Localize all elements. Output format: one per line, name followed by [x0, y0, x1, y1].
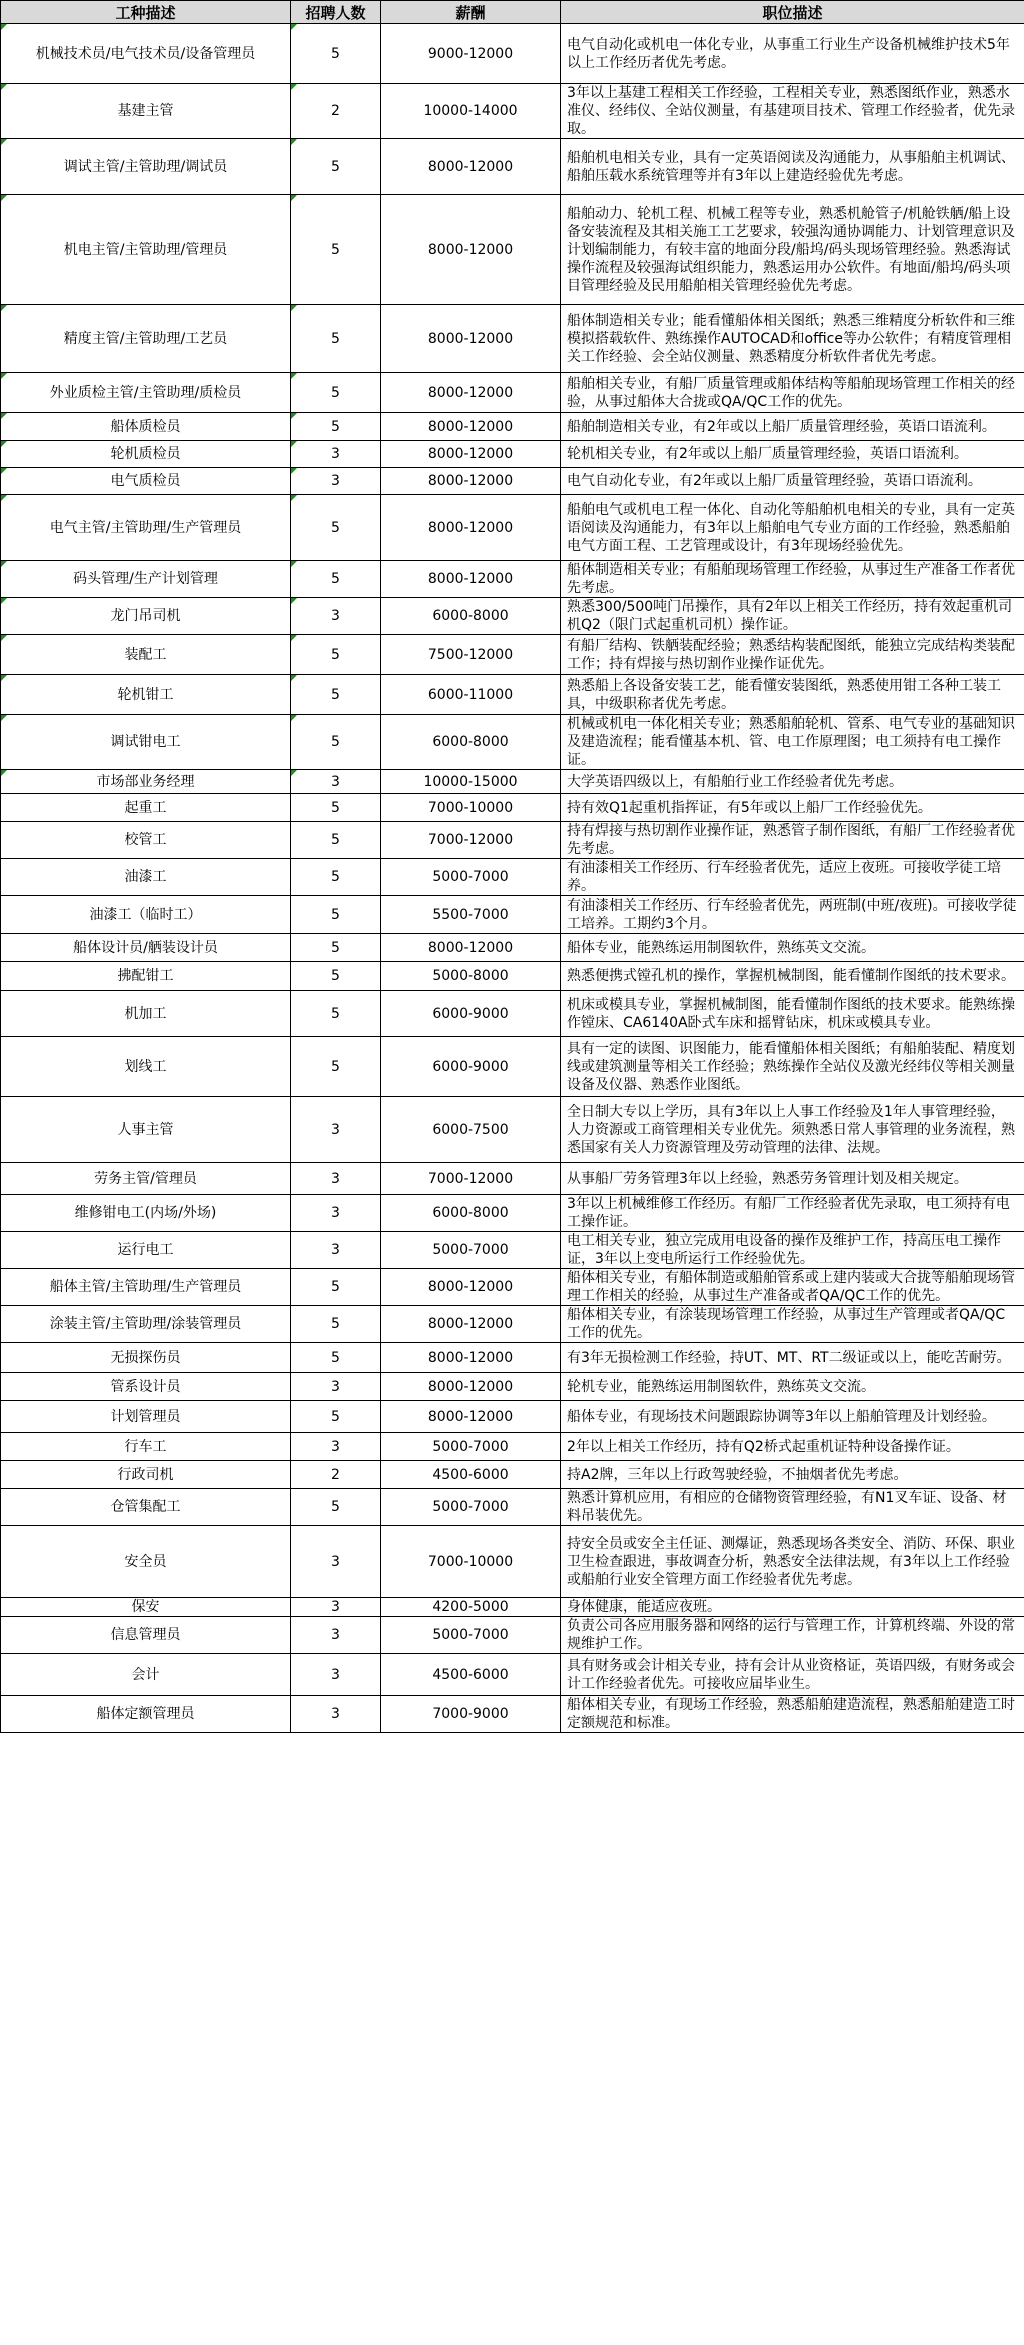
cell-count: 3 [291, 1526, 381, 1598]
cell-salary: 6000-9000 [381, 991, 561, 1037]
cell-desc: 持有效Q1起重机指挥证，有5年或以上船厂工作经验优先。 [561, 794, 1024, 822]
cell-title: 电气质检员 [1, 468, 291, 495]
cell-title: 拂配钳工 [1, 962, 291, 991]
cell-count: 5 [291, 635, 381, 675]
cell-salary: 9000-12000 [381, 24, 561, 84]
cell-desc: 船体专业，有现场技术问题跟踪协调等3年以上船舶管理及计划经验。 [561, 1401, 1024, 1433]
table-row [1, 84, 1024, 139]
cell-desc: 全日制大专以上学历，具有3年以上人事工作经验及1年人事管理经验，人力资源或工商管理相关专业优先。须熟悉日常人事管理的业务流程，熟悉国家有关人力资源管理及劳动管理的法律、法规。 [561, 1097, 1024, 1163]
table-row [1, 305, 1024, 373]
cell-salary: 8000-12000 [381, 1269, 561, 1306]
cell-salary: 8000-12000 [381, 934, 561, 962]
cell-salary: 5000-7000 [381, 1433, 561, 1461]
table-row [1, 1654, 1024, 1696]
table-row [1, 1163, 1024, 1195]
cell-count: 3 [291, 1654, 381, 1696]
table-row [1, 1037, 1024, 1097]
cell-desc: 机床或模具专业，掌握机械制图，能看懂制作图纸的技术要求。能熟练操作镗床、CA6140A卧式车床和摇臂钻床，机床或模具专业。 [561, 991, 1024, 1037]
cell-salary: 8000-12000 [381, 413, 561, 441]
cell-desc: 身体健康，能适应夜班。 [561, 1598, 1024, 1617]
cell-desc: 船体制造相关专业；能看懂船体相关图纸；熟悉三维精度分析软件和三维模拟搭载软件、熟练操作AUTOCAD和office等办公软件；有精度管理相关工作经验、会全站仪测量、熟悉精度分析软件者优先考虑。 [561, 305, 1024, 373]
header-count: 招聘人数 [291, 1, 381, 24]
cell-count: 5 [291, 1037, 381, 1097]
table-row [1, 139, 1024, 195]
cell-desc: 从事船厂劳务管理3年以上经验，熟悉劳务管理计划及相关规定。 [561, 1163, 1024, 1195]
header-salary: 薪酬 [381, 1, 561, 24]
table-row [1, 1617, 1024, 1654]
cell-salary: 6000-8000 [381, 598, 561, 635]
cell-title: 船体质检员 [1, 413, 291, 441]
cell-title: 起重工 [1, 794, 291, 822]
cell-title: 油漆工 [1, 859, 291, 896]
table-row [1, 770, 1024, 794]
cell-count: 5 [291, 859, 381, 896]
table-row [1, 24, 1024, 84]
cell-salary: 8000-12000 [381, 1373, 561, 1401]
table-row [1, 468, 1024, 495]
table-row [1, 1461, 1024, 1489]
cell-salary: 5000-7000 [381, 1617, 561, 1654]
cell-title: 龙门吊司机 [1, 598, 291, 635]
cell-count: 5 [291, 822, 381, 859]
cell-count: 5 [291, 794, 381, 822]
cell-title: 调试主管/主管助理/调试员 [1, 139, 291, 195]
cell-desc: 大学英语四级以上，有船舶行业工作经验者优先考虑。 [561, 770, 1024, 794]
cell-count: 5 [291, 675, 381, 715]
cell-count: 3 [291, 1696, 381, 1733]
cell-title: 精度主管/主管助理/工艺员 [1, 305, 291, 373]
cell-salary: 4500-6000 [381, 1461, 561, 1489]
cell-salary: 8000-12000 [381, 1401, 561, 1433]
table-row [1, 896, 1024, 934]
cell-salary: 10000-14000 [381, 84, 561, 139]
table-row [1, 1598, 1024, 1617]
cell-count: 5 [291, 1489, 381, 1526]
cell-desc: 熟悉船上各设备安装工艺，能看懂安装图纸，熟悉使用钳工各种工装工具，中级职称者优先考虑。 [561, 675, 1024, 715]
cell-title: 轮机质检员 [1, 441, 291, 468]
cell-count: 3 [291, 1232, 381, 1269]
cell-title: 仓管集配工 [1, 1489, 291, 1526]
cell-desc: 具有财务或会计相关专业，持有会计从业资格证，英语四级，有财务或会计工作经验者优先。可接收应届毕业生。 [561, 1654, 1024, 1696]
cell-salary: 7500-12000 [381, 635, 561, 675]
cell-salary: 5000-7000 [381, 1232, 561, 1269]
table-row [1, 635, 1024, 675]
cell-salary: 8000-12000 [381, 441, 561, 468]
cell-title: 涂装主管/主管助理/涂装管理员 [1, 1306, 291, 1343]
cell-count: 3 [291, 1433, 381, 1461]
cell-count: 3 [291, 1373, 381, 1401]
table-row [1, 1526, 1024, 1598]
cell-salary: 8000-12000 [381, 139, 561, 195]
cell-salary: 6000-11000 [381, 675, 561, 715]
cell-desc: 船体相关专业，有现场工作经验，熟悉船舶建造流程，熟悉船舶建造工时定额规范和标准。 [561, 1696, 1024, 1733]
cell-title: 机械技术员/电气技术员/设备管理员 [1, 24, 291, 84]
cell-title: 船体主管/主管助理/生产管理员 [1, 1269, 291, 1306]
cell-salary: 7000-10000 [381, 794, 561, 822]
cell-title: 校管工 [1, 822, 291, 859]
cell-desc: 3年以上基建工程相关工作经验，工程相关专业，熟悉图纸作业，熟悉水准仪、经纬仪、全站仪测量，有基建项目技术、管理工作经验者，优先录取。 [561, 84, 1024, 139]
cell-salary: 5000-7000 [381, 1489, 561, 1526]
cell-desc: 船舶制造相关专业，有2年或以上船厂质量管理经验，英语口语流利。 [561, 413, 1024, 441]
table-row [1, 1373, 1024, 1401]
cell-desc: 船体相关专业，有涂装现场管理工作经验，从事过生产管理或者QA/QC工作的优先。 [561, 1306, 1024, 1343]
table-row [1, 794, 1024, 822]
cell-count: 3 [291, 1598, 381, 1617]
cell-count: 3 [291, 1195, 381, 1232]
cell-title: 码头管理/生产计划管理 [1, 561, 291, 598]
table-row [1, 1195, 1024, 1232]
cell-salary: 5000-8000 [381, 962, 561, 991]
cell-count: 5 [291, 139, 381, 195]
table-row [1, 195, 1024, 305]
cell-desc: 电气自动化或机电一体化专业，从事重工行业生产设备机械维护技术5年以上工作经历者优先考虑。 [561, 24, 1024, 84]
header-row [1, 1, 1024, 24]
cell-desc: 有油漆相关工作经历、行车经验者优先，适应上夜班。可接收学徒工培养。 [561, 859, 1024, 896]
cell-title: 运行电工 [1, 1232, 291, 1269]
table-row [1, 859, 1024, 896]
cell-desc: 机械或机电一体化相关专业；熟悉船舶轮机、管系、电气专业的基础知识及建造流程；能看懂基本机、管、电工作原理图；电工须持有电工操作证。 [561, 715, 1024, 770]
cell-desc: 船体制造相关专业；有船舶现场管理工作经验，从事过生产准备工作者优先考虑。 [561, 561, 1024, 598]
cell-desc: 有3年无损检测工作经验，持UT、MT、RT二级证或以上，能吃苦耐劳。 [561, 1343, 1024, 1373]
cell-count: 5 [291, 561, 381, 598]
table-row [1, 991, 1024, 1037]
table-row [1, 934, 1024, 962]
cell-title: 保安 [1, 1598, 291, 1617]
cell-count: 5 [291, 1269, 381, 1306]
cell-desc: 熟悉计算机应用，有相应的仓储物资管理经验，有N1叉车证、设备、材料吊装优先。 [561, 1489, 1024, 1526]
cell-count: 3 [291, 441, 381, 468]
table-row [1, 715, 1024, 770]
table-row [1, 1269, 1024, 1306]
cell-title: 电气主管/主管助理/生产管理员 [1, 495, 291, 561]
cell-count: 5 [291, 373, 381, 413]
cell-salary: 6000-9000 [381, 1037, 561, 1097]
cell-title: 行车工 [1, 1433, 291, 1461]
table-row [1, 1696, 1024, 1733]
cell-title: 船体定额管理员 [1, 1696, 291, 1733]
cell-salary: 7000-12000 [381, 1163, 561, 1195]
cell-count: 3 [291, 1617, 381, 1654]
table-row [1, 1097, 1024, 1163]
cell-count: 5 [291, 715, 381, 770]
cell-count: 5 [291, 934, 381, 962]
cell-salary: 8000-12000 [381, 373, 561, 413]
table-row [1, 373, 1024, 413]
cell-desc: 持有焊接与热切割作业操作证，熟悉管子制作图纸，有船厂工作经验者优先考虑。 [561, 822, 1024, 859]
table-row [1, 1232, 1024, 1269]
cell-salary: 8000-12000 [381, 305, 561, 373]
cell-count: 3 [291, 1163, 381, 1195]
cell-desc: 船舶电气或机电工程一体化、自动化等船舶机电相关的专业，具有一定英语阅读及沟通能力，有3年以上船舶电气专业方面的工作经验，熟悉船舶电气方面工程、工艺管理或设计，有3年现场经验优先。 [561, 495, 1024, 561]
cell-title: 信息管理员 [1, 1617, 291, 1654]
cell-desc: 电气自动化专业，有2年或以上船厂质量管理经验，英语口语流利。 [561, 468, 1024, 495]
cell-desc: 3年以上机械维修工作经历。有船厂工作经验者优先录取，电工须持有电工操作证。 [561, 1195, 1024, 1232]
cell-salary: 6000-8000 [381, 1195, 561, 1232]
table-row [1, 441, 1024, 468]
cell-desc: 持A2牌，三年以上行政驾驶经验，不抽烟者优先考虑。 [561, 1461, 1024, 1489]
cell-title: 无损探伤员 [1, 1343, 291, 1373]
table-row [1, 1401, 1024, 1433]
cell-salary: 6000-8000 [381, 715, 561, 770]
cell-count: 2 [291, 1461, 381, 1489]
cell-salary: 4200-5000 [381, 1598, 561, 1617]
cell-title: 船体设计员/舾装设计员 [1, 934, 291, 962]
table-row [1, 1343, 1024, 1373]
cell-title: 计划管理员 [1, 1401, 291, 1433]
cell-count: 5 [291, 24, 381, 84]
cell-desc: 船舶机电相关专业，具有一定英语阅读及沟通能力，从事船舶主机调试、船舶压载水系统管理等并有3年以上建造经验优先考虑。 [561, 139, 1024, 195]
cell-salary: 8000-12000 [381, 195, 561, 305]
cell-desc: 负责公司各应用服务器和网络的运行与管理工作，计算机终端、外设的常规维护工作。 [561, 1617, 1024, 1654]
cell-count: 3 [291, 1097, 381, 1163]
table-row [1, 675, 1024, 715]
cell-desc: 有油漆相关工作经历、行车经验者优先，两班制(中班/夜班)。可接收学徒工培养。工期约3个月。 [561, 896, 1024, 934]
cell-title: 机电主管/主管助理/管理员 [1, 195, 291, 305]
cell-desc: 电工相关专业，独立完成用电设备的操作及维护工作，持高压电工操作证，3年以上变电所运行工作经验优先。 [561, 1232, 1024, 1269]
cell-count: 3 [291, 598, 381, 635]
cell-count: 5 [291, 305, 381, 373]
cell-salary: 7000-9000 [381, 1696, 561, 1733]
cell-salary: 8000-12000 [381, 561, 561, 598]
cell-desc: 轮机相关专业，有2年或以上船厂质量管理经验，英语口语流利。 [561, 441, 1024, 468]
header-title: 工种描述 [1, 1, 291, 24]
cell-count: 5 [291, 1306, 381, 1343]
cell-desc: 船体相关专业，有船体制造或船舶管系或上建内装或大合拢等船舶现场管理工作相关的经验，从事过生产准备或者QA/QC工作的优先。 [561, 1269, 1024, 1306]
cell-title: 装配工 [1, 635, 291, 675]
cell-count: 5 [291, 413, 381, 441]
cell-salary: 8000-12000 [381, 495, 561, 561]
cell-title: 劳务主管/管理员 [1, 1163, 291, 1195]
cell-salary: 8000-12000 [381, 1343, 561, 1373]
cell-desc: 具有一定的读图、识图能力，能看懂船体相关图纸；有船舶装配、精度划线或建筑测量等相关工作经验；熟练操作全站仪及激光经纬仪等相关测量设备及仪器、熟悉作业图纸。 [561, 1037, 1024, 1097]
cell-salary: 7000-12000 [381, 822, 561, 859]
table-row [1, 1306, 1024, 1343]
cell-salary: 7000-10000 [381, 1526, 561, 1598]
cell-title: 外业质检主管/主管助理/质检员 [1, 373, 291, 413]
table-row [1, 962, 1024, 991]
cell-desc: 轮机专业，能熟练运用制图软件，熟练英文交流。 [561, 1373, 1024, 1401]
table-row [1, 822, 1024, 859]
cell-desc: 持安全员或安全主任证、测爆证，熟悉现场各类安全、消防、环保、职业卫生检查跟进，事故调查分析，熟悉安全法律法规，有3年以上工作经验或船舶行业安全管理方面工作经验者优先考虑。 [561, 1526, 1024, 1598]
cell-count: 5 [291, 962, 381, 991]
cell-salary: 8000-12000 [381, 1306, 561, 1343]
cell-title: 油漆工（临时工） [1, 896, 291, 934]
cell-count: 2 [291, 84, 381, 139]
cell-desc: 有船厂结构、铁舾装配经验；熟悉结构装配图纸，能独立完成结构类装配工作；持有焊接与热切割作业操作证优先。 [561, 635, 1024, 675]
cell-salary: 8000-12000 [381, 468, 561, 495]
cell-count: 5 [291, 195, 381, 305]
cell-desc: 熟悉300/500吨门吊操作，具有2年以上相关工作经历，持有效起重机司机Q2（限门式起重机司机）操作证。 [561, 598, 1024, 635]
cell-count: 5 [291, 495, 381, 561]
table-body [1, 24, 1024, 1733]
cell-title: 会计 [1, 1654, 291, 1696]
cell-count: 3 [291, 468, 381, 495]
cell-desc: 2年以上相关工作经历，持有Q2桥式起重机证特种设备操作证。 [561, 1433, 1024, 1461]
cell-title: 维修钳电工(内场/外场) [1, 1195, 291, 1232]
cell-count: 5 [291, 1401, 381, 1433]
table-row [1, 495, 1024, 561]
cell-salary: 4500-6000 [381, 1654, 561, 1696]
cell-desc: 熟悉便携式镗孔机的操作，掌握机械制图，能看懂制作图纸的技术要求。 [561, 962, 1024, 991]
header-desc: 职位描述 [561, 1, 1024, 24]
cell-count: 5 [291, 1343, 381, 1373]
cell-title: 安全员 [1, 1526, 291, 1598]
cell-title: 行政司机 [1, 1461, 291, 1489]
cell-count: 5 [291, 896, 381, 934]
cell-title: 市场部业务经理 [1, 770, 291, 794]
cell-title: 划线工 [1, 1037, 291, 1097]
table-row [1, 598, 1024, 635]
cell-salary: 6000-7500 [381, 1097, 561, 1163]
table-row [1, 561, 1024, 598]
cell-title: 调试钳电工 [1, 715, 291, 770]
cell-title: 人事主管 [1, 1097, 291, 1163]
table-row [1, 1489, 1024, 1526]
cell-salary: 5000-7000 [381, 859, 561, 896]
cell-count: 3 [291, 770, 381, 794]
table-row [1, 1433, 1024, 1461]
cell-salary: 5500-7000 [381, 896, 561, 934]
cell-count: 5 [291, 991, 381, 1037]
table-row [1, 413, 1024, 441]
cell-title: 管系设计员 [1, 1373, 291, 1401]
cell-desc: 船舶相关专业，有船厂质量管理或船体结构等船舶现场管理工作相关的经验，从事过船体大合拢或QA/QC工作的优先。 [561, 373, 1024, 413]
cell-title: 机加工 [1, 991, 291, 1037]
cell-desc: 船舶动力、轮机工程、机械工程等专业，熟悉机舱管子/机舱铁舾/船上设备安装流程及其相关施工工艺要求，较强沟通协调能力、计划管理意识及计划编制能力，有较丰富的地面分段/船坞/码头现场管理经验。熟悉海试操作流程及较强海试组织能力，熟悉运用办公软件。有地面/船坞/码头项目管理经验及民用船舶相关管理经验优先考虑。 [561, 195, 1024, 305]
cell-desc: 船体专业，能熟练运用制图软件，熟练英文交流。 [561, 934, 1024, 962]
cell-title: 基建主管 [1, 84, 291, 139]
cell-salary: 10000-15000 [381, 770, 561, 794]
cell-title: 轮机钳工 [1, 675, 291, 715]
